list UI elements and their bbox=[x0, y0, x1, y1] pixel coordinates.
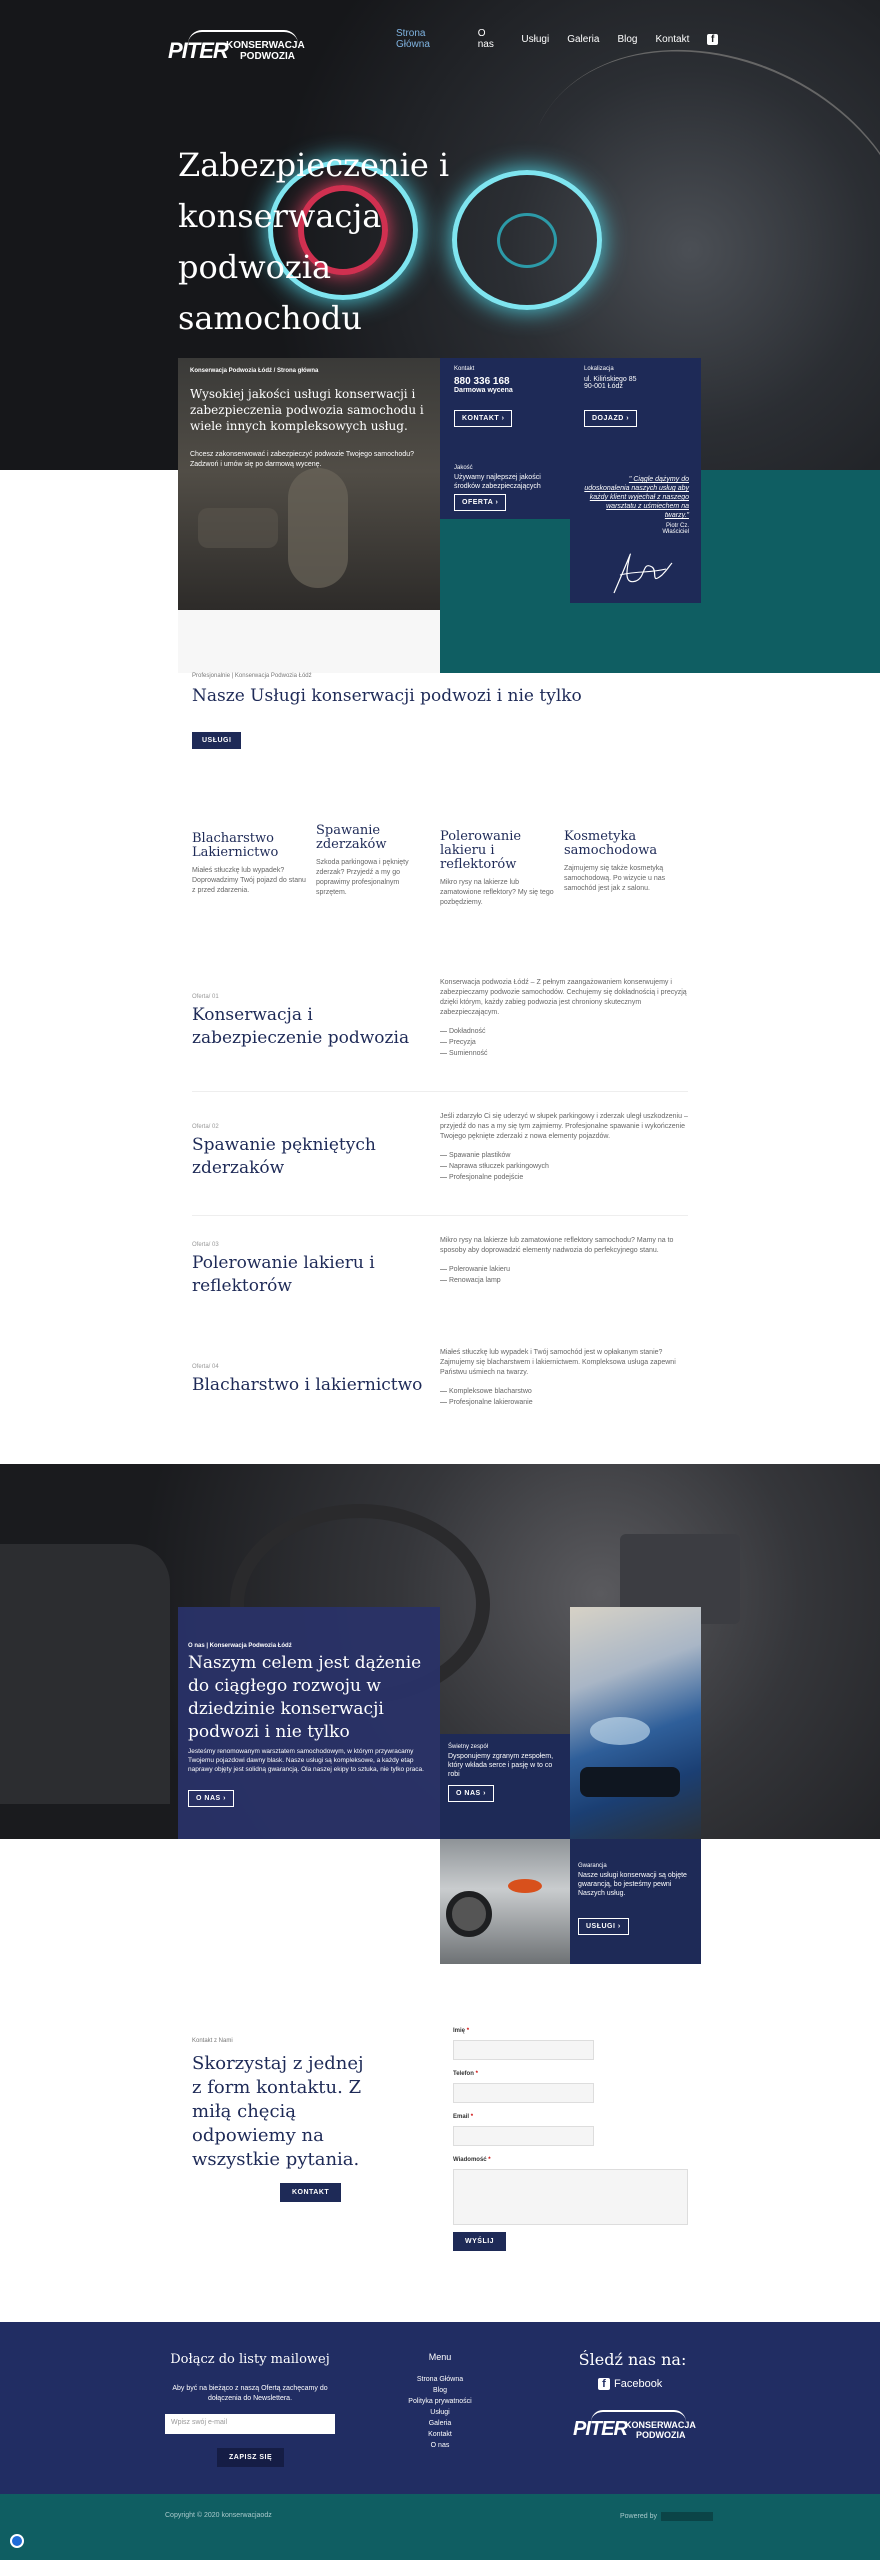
main-nav bbox=[378, 28, 718, 50]
undercarriage-detail-2 bbox=[198, 508, 278, 548]
message-label bbox=[453, 2157, 491, 2163]
footer-logo-small-1: KONSERWACJA bbox=[625, 2420, 696, 2430]
footer-link-home[interactable]: Strona Główna bbox=[416, 2376, 464, 2383]
footer-link-contact[interactable]: Kontakt bbox=[428, 2431, 452, 2438]
contact-button[interactable]: KONTAKT bbox=[280, 2183, 341, 2202]
offer-block-3 bbox=[192, 1236, 688, 1336]
undercarriage-detail bbox=[288, 468, 348, 588]
offer-bullet: — Polerowanie lakieru bbox=[440, 1264, 688, 1275]
quality-card-button[interactable]: OFERTA › bbox=[454, 494, 506, 511]
footer-link-privacy[interactable]: Polityka prywatności bbox=[408, 2398, 472, 2405]
door-panel bbox=[0, 1544, 170, 1804]
service-column-1[interactable] bbox=[192, 832, 306, 896]
warranty-card-button-label: USŁUGI bbox=[586, 1923, 616, 1930]
powered-by bbox=[620, 2512, 713, 2521]
hero-title-line-3: samochodu bbox=[178, 299, 362, 337]
location-card-button[interactable]: DOJAZD › bbox=[584, 410, 637, 427]
offer-right-3 bbox=[440, 1236, 688, 1286]
offer-text-3: Mikro rysy na lakierze lub zamatowione reflektory samochodu? Mamy na to sposoby aby doprowadzić elementy nadwozia do perfekcyjnego stanu. bbox=[440, 1237, 674, 1254]
service-title-3: Polerowanie lakieru i reflektorów bbox=[440, 829, 522, 872]
facebook-link[interactable] bbox=[598, 2378, 662, 2390]
hero-title-line-1: Zabezpieczenie i bbox=[178, 146, 450, 184]
copyright: Copyright © 2020 konserwacjaodz bbox=[165, 2512, 272, 2519]
service-text-4: Zajmujemy się także kosmetyką samochodową. Po wizycie u nas samochód jest jak z salonu. bbox=[564, 865, 666, 892]
warranty-card-button[interactable]: USŁUGI › bbox=[578, 1918, 629, 1935]
services-intro-label: Profesjonalnie | Konserwacja Podwozia Łódź bbox=[192, 673, 312, 679]
required-mark: * bbox=[475, 2071, 478, 2077]
footer-link-services[interactable]: Usługi bbox=[430, 2409, 450, 2416]
required-mark: * bbox=[470, 2114, 474, 2120]
contact-card bbox=[440, 358, 570, 459]
team-card-button[interactable]: O NAS › bbox=[448, 1785, 494, 1802]
offer-text-1: Konserwacja podwozia Łódź – Z pełnym zaangażowaniem konserwujemy i zabezpieczamy podwozie samochodów. Cechujemy się dokładnością i precyzją dzięki którym, każdy zabieg podwozia jest chroniony skutecznym zabezpieczającym. bbox=[440, 979, 687, 1016]
quote-card-author: Piotr Cz. bbox=[665, 523, 689, 529]
service-column-3[interactable] bbox=[440, 830, 554, 908]
contact-form bbox=[453, 2028, 688, 2252]
contact-card-button-label: KONTAKT bbox=[462, 415, 500, 422]
service-title-1: Blacharstwo Lakiernictwo bbox=[192, 831, 279, 860]
contact-card-note: Darmowa wycena bbox=[454, 387, 513, 394]
offer-bullet: — Dokładność bbox=[440, 1026, 688, 1037]
offer-bullets-2 bbox=[440, 1150, 688, 1183]
footer-menu-heading: Menu bbox=[428, 2352, 452, 2362]
quality-card-text: Używamy najlepszej jakości środków zabezpieczających bbox=[454, 474, 541, 490]
white-car-photo bbox=[440, 1839, 570, 1964]
offer-label-1: Oferta/ 01 bbox=[192, 994, 219, 1000]
service-column-2[interactable] bbox=[316, 824, 430, 898]
footer-logo-big: PITER bbox=[573, 2418, 627, 2440]
service-text-2: Szkoda parkingowa i pęknięty zderzak? Przyjedź a my go poprawimy profesjonalnym sprzętem. bbox=[316, 859, 409, 896]
message-textarea[interactable] bbox=[453, 2169, 688, 2225]
offer-bullet: — Naprawa stłuczek parkingowych bbox=[440, 1161, 688, 1172]
newsletter-heading: Dołącz do listy mailowej bbox=[170, 2352, 330, 2367]
nav-services[interactable]: Usługi bbox=[521, 33, 550, 45]
offer-bullet: — Profesjonalne lakierowanie bbox=[440, 1397, 688, 1408]
required-mark: * bbox=[466, 2028, 470, 2034]
nav-contact[interactable]: Kontakt bbox=[655, 33, 690, 45]
white-car-wheel bbox=[446, 1891, 492, 1937]
bottom-bar bbox=[0, 2494, 880, 2560]
name-input[interactable] bbox=[453, 2040, 594, 2060]
logo-big-text: PITER bbox=[168, 38, 228, 63]
services-intro-heading: Nasze Usługi konserwacji podwozi i nie tylko bbox=[192, 686, 582, 706]
logo-small-text-1: KONSERWACJA bbox=[226, 40, 305, 51]
service-title-4: Kosmetyka samochodowa bbox=[564, 829, 658, 858]
blue-car-photo bbox=[570, 1607, 701, 1839]
intro-heading: Wysokiej jakości usługi konserwacji i zabezpieczenia podwozia samochodu i wiele innych kompleksowych usług. bbox=[190, 387, 424, 433]
offer-right-2 bbox=[440, 1112, 688, 1183]
nav-about[interactable]: O nas bbox=[477, 28, 494, 50]
services-intro-button[interactable]: USŁUGI bbox=[192, 732, 241, 749]
quote-card-role: Właściciel bbox=[662, 529, 689, 535]
service-text-1: Miałeś stłuczkę lub wypadek? Doprowadzimy Twój pojazd do stanu z przed zdarzenia. bbox=[192, 867, 306, 894]
offer-title-2: Spawanie pękniętych zderzaków bbox=[192, 1135, 376, 1178]
powered-by-label: Powered by bbox=[620, 2513, 657, 2520]
phone-input[interactable] bbox=[453, 2083, 594, 2103]
footer-link-about[interactable]: O nas bbox=[430, 2442, 450, 2449]
offer-block-1 bbox=[192, 978, 688, 1078]
offer-block-4 bbox=[192, 1348, 688, 1438]
offer-bullet: — Precyzja bbox=[440, 1037, 688, 1048]
contact-card-phone[interactable]: 880 336 168 bbox=[454, 376, 510, 387]
blue-car-headlight bbox=[590, 1717, 650, 1745]
social-heading: Śledź nas na: bbox=[578, 2350, 687, 2369]
offer-title-4: Blacharstwo i lakiernictwo bbox=[192, 1375, 423, 1395]
about-button-label: O NAS bbox=[196, 1795, 221, 1802]
offer-title-1: Konserwacja i zabezpieczenie podwozia bbox=[192, 1005, 410, 1048]
contact-heading: Skorzystaj z jednej z form kontaktu. Z miłą chęcią odpowiemy na wszystkie pytania. bbox=[192, 2053, 364, 2170]
message-label-text: Wiadomość bbox=[453, 2157, 487, 2163]
offer-right-4 bbox=[440, 1348, 688, 1408]
newsletter-text: Aby być na bieżąco z naszą Ofertą zachęcamy do dołączenia do Newslettera. bbox=[172, 2385, 328, 2402]
location-card bbox=[570, 358, 701, 459]
divider bbox=[192, 1091, 688, 1092]
offer-label-3: Oferta/ 03 bbox=[192, 1242, 219, 1248]
offer-bullets-1 bbox=[440, 1026, 688, 1059]
location-card-label: Lokalizacja bbox=[584, 366, 614, 372]
offer-bullet: — Renowacja lamp bbox=[440, 1275, 688, 1286]
logo-small-text-2: PODWOZIA bbox=[240, 51, 295, 62]
footer-link-blog[interactable]: Blog bbox=[432, 2387, 447, 2394]
offer-label-4: Oferta/ 04 bbox=[192, 1364, 219, 1370]
name-label bbox=[453, 2028, 469, 2034]
about-card bbox=[178, 1607, 440, 1839]
quote-card-text: " Ciągle dążymy do udoskonalenia naszych usług aby każdy klient wyjechał z naszego warsztatu z uśmiechem na twarzy." bbox=[584, 476, 689, 519]
newsletter-button[interactable]: ZAPISZ SIĘ bbox=[217, 2448, 284, 2467]
team-card-label: Świetny zespół bbox=[448, 1744, 489, 1750]
service-column-4[interactable] bbox=[564, 830, 678, 894]
name-label-text: Imię bbox=[453, 2028, 466, 2034]
about-heading: Naszym celem jest dążenie do ciągłego rozwoju w dziedzinie konserwacji podwozi i nie tylko bbox=[188, 1653, 422, 1742]
warranty-card bbox=[570, 1839, 701, 1964]
service-title-2: Spawanie zderzaków bbox=[316, 823, 387, 852]
newsletter-placeholder: Wpisz swój e-mail bbox=[171, 2419, 228, 2426]
nav-gallery[interactable]: Galeria bbox=[567, 33, 600, 45]
nav-home[interactable]: Strona Główna bbox=[396, 28, 430, 50]
nav-blog[interactable]: Blog bbox=[617, 33, 638, 45]
footer-logo-small-2: PODWOZIA bbox=[636, 2430, 686, 2440]
footer-logo[interactable] bbox=[573, 2410, 696, 2444]
cookie-settings-icon[interactable] bbox=[10, 2534, 24, 2548]
offer-title-3: Polerowanie lakieru i reflektorów bbox=[192, 1253, 375, 1296]
divider bbox=[192, 1215, 688, 1216]
phone-label-text: Telefon bbox=[453, 2071, 474, 2077]
warranty-card-text: Nasze usługi konserwacji są objęte gwarancją, bo jesteśmy pewni Naszych usług. bbox=[578, 1872, 687, 1897]
team-card bbox=[440, 1734, 570, 1839]
offer-bullet: — Kompleksowe blacharstwo bbox=[440, 1386, 688, 1397]
hero-title-line-2: konserwacja podwozia bbox=[178, 197, 382, 286]
about-button[interactable]: O NAS › bbox=[188, 1790, 234, 1807]
offer-bullets-4 bbox=[440, 1386, 688, 1408]
newsletter-input[interactable] bbox=[165, 2414, 335, 2434]
blue-car-grille bbox=[580, 1767, 680, 1797]
logo[interactable] bbox=[168, 30, 308, 64]
facebook-icon: f bbox=[598, 2378, 610, 2390]
footer-link-gallery[interactable]: Galeria bbox=[428, 2420, 452, 2427]
footer-menu bbox=[390, 2374, 490, 2451]
quality-card-button-label: OFERTA bbox=[462, 499, 493, 506]
location-card-street: ul. Kilińskiego 85 bbox=[584, 376, 637, 383]
footer bbox=[0, 2322, 880, 2494]
intro-card-bottom-shade bbox=[178, 610, 440, 673]
email-label-text: Email bbox=[453, 2114, 470, 2120]
about-label: O nas | Konserwacja Podwozia Łódź bbox=[188, 1643, 292, 1649]
facebook-icon[interactable]: f bbox=[707, 34, 718, 45]
location-card-city: 90-001 Łódź bbox=[584, 383, 623, 390]
offer-label-2: Oferta/ 02 bbox=[192, 1124, 219, 1130]
facebook-label: Facebook bbox=[614, 2378, 663, 2390]
offer-bullet: — Profesjonalne podejście bbox=[440, 1172, 688, 1183]
intro-text: Chcesz zakonserwować i zabezpieczyć podwozie Twojego samochodu? Zadzwoń i umów się po darmową wycenę. bbox=[190, 451, 414, 468]
intro-card bbox=[178, 358, 440, 610]
email-label bbox=[453, 2114, 473, 2120]
required-mark: * bbox=[488, 2157, 491, 2163]
warranty-card-label: Gwarancja bbox=[578, 1863, 607, 1869]
offer-text-2: Jeśli zdarzyło Ci się uderzyć w słupek parkingowy i zderzak uległ uszkodzeniu – przyjedź do nas a my się tym zajmiemy. Profesjonalne spawanie i wykończenie Twojego pęknięte zderzaki z nowa elementy pojazdów. bbox=[440, 1113, 688, 1140]
intro-breadcrumb: Konserwacja Podwozia Łódź / Strona główna bbox=[190, 368, 319, 374]
team-card-button-label: O NAS bbox=[456, 1790, 481, 1797]
about-text: Jesteśmy renomowanym warsztatem samochodowym, w którym przywracamy Twojemu pojazdowi dawny blask. Nasze usługi są kompleksowe, a każdy etap naprawy objęty jest solidną gwarancją. Ola naszej ekipy to sztuka, nie tylko praca. bbox=[188, 1748, 424, 1773]
contact-card-label: Kontakt bbox=[454, 366, 475, 372]
submit-button[interactable]: WYŚLIJ bbox=[453, 2232, 506, 2251]
offer-block-2 bbox=[192, 1112, 688, 1212]
phone-label bbox=[453, 2071, 478, 2077]
quality-card-label: Jakość bbox=[454, 465, 473, 471]
powered-by-badge[interactable] bbox=[661, 2512, 713, 2521]
offer-bullet: — Spawanie plastików bbox=[440, 1150, 688, 1161]
email-input[interactable] bbox=[453, 2126, 594, 2146]
offer-bullets-3 bbox=[440, 1264, 688, 1286]
contact-label: Kontakt z Nami bbox=[192, 2038, 233, 2044]
signature-icon bbox=[606, 545, 676, 597]
team-card-text: Dysponujemy zgranym zespołem, który wkłada serce i pasję w to co robi bbox=[448, 1753, 554, 1778]
white-car-taillight bbox=[508, 1879, 542, 1893]
location-card-button-label: DOJAZD bbox=[592, 415, 624, 422]
quality-card bbox=[440, 459, 570, 519]
quote-card bbox=[570, 459, 701, 603]
hero-title bbox=[178, 140, 538, 344]
offer-bullet: — Sumienność bbox=[440, 1048, 688, 1059]
service-text-3: Mikro rysy na lakierze lub zamatowione reflektory? My się tego pozbędziemy. bbox=[440, 879, 554, 906]
contact-card-button[interactable]: KONTAKT › bbox=[454, 410, 512, 427]
offer-right-1 bbox=[440, 978, 688, 1059]
offer-text-4: Miałeś stłuczkę lub wypadek i Twój samochód jest w opłakanym stanie? Zajmujemy się blacharstwem i lakiernictwem. Kompleksowa usługa zapewni Państwu uśmiech na twarzy. bbox=[440, 1349, 676, 1376]
